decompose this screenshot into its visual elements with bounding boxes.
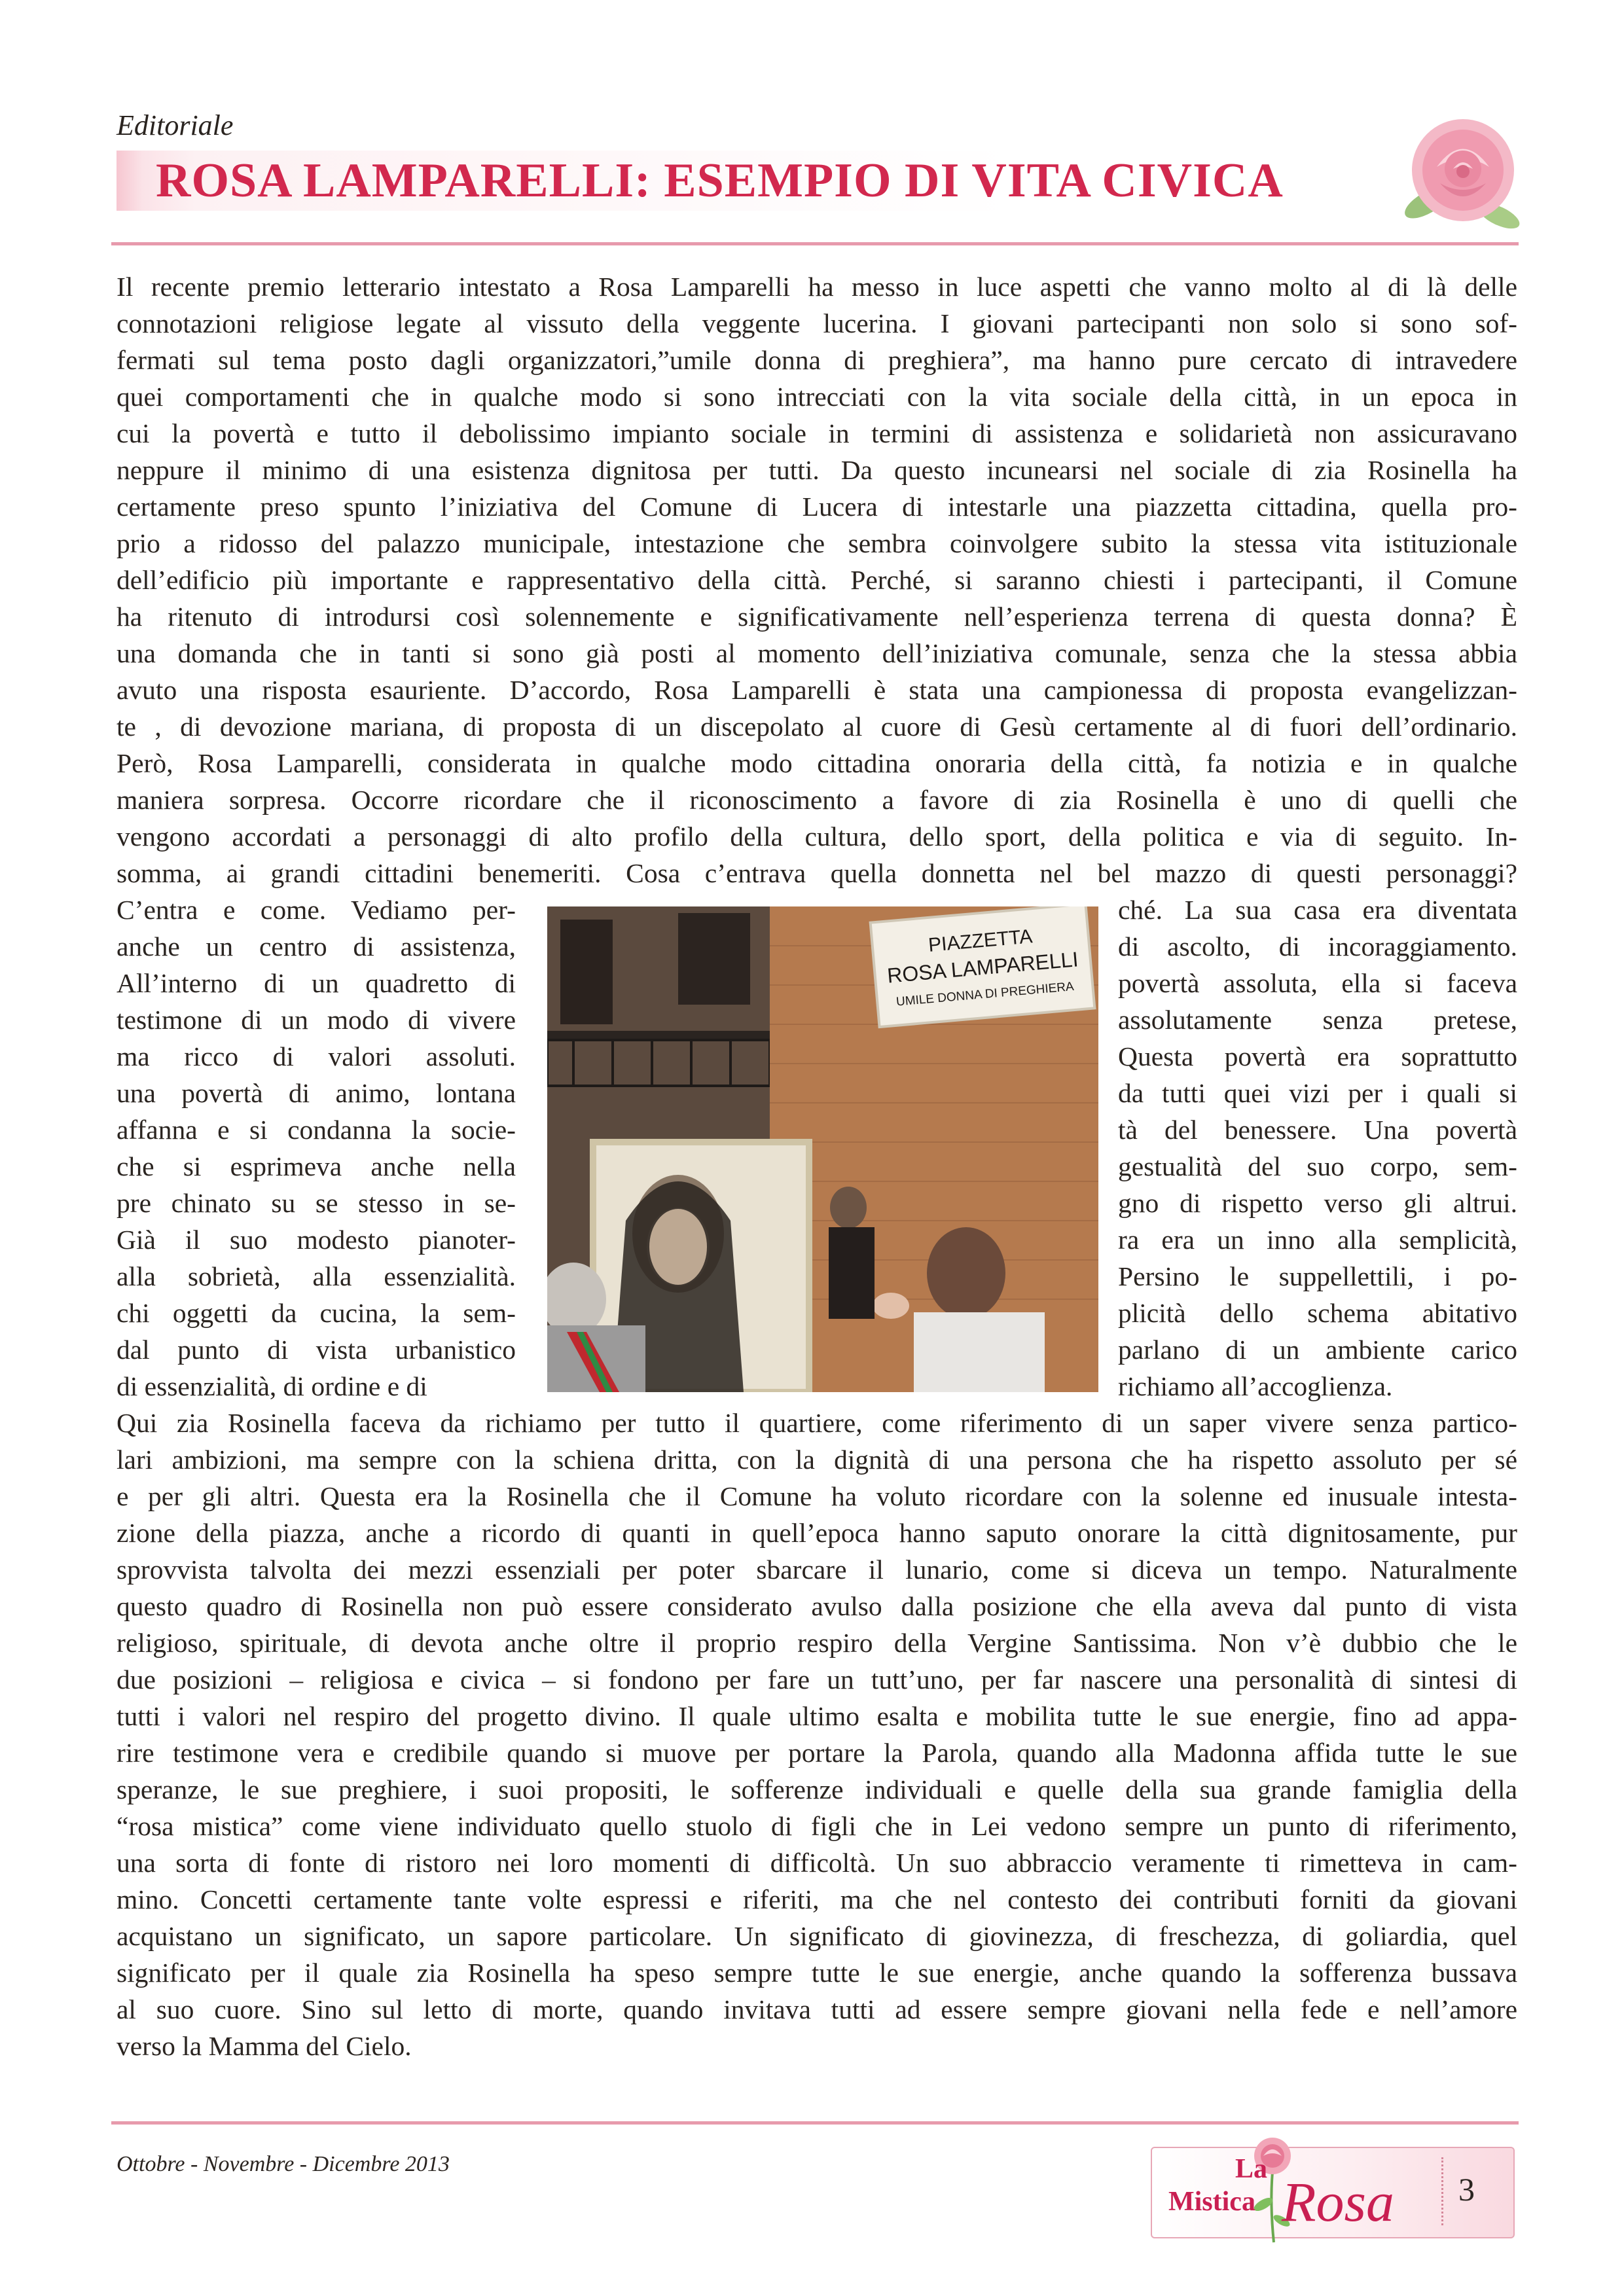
intro-line: somma, ai grandi cittadini benemeriti. Cosa c’entrava quella donnetta nel bel mazzo di questi personaggi? [117, 858, 1517, 888]
left-column-line: ma ricco di valori assoluti. [117, 1041, 516, 1071]
right-column-line: gno di rispetto verso gli altrui. [1118, 1188, 1517, 1218]
left-column-line: una povertà di animo, lontana [117, 1078, 516, 1108]
intro-line: te , di devozione mariana, di proposta di un discepolato al cuore di Gesù certamente al di fuori dell’ordinario. [117, 711, 1517, 742]
closing-line: speranze, le sue preghiere, i suoi propositi, le sofferenze individuali e quelle della sua grande famiglia della [117, 1774, 1517, 1804]
closing-line: significato per il quale zia Rosinella ha speso sempre tutte le sue energie, anche quando la sofferenza bussava [117, 1958, 1517, 1988]
logo-mistica: Mistica [1168, 2187, 1255, 2217]
intro-line: una domanda che in tanti si sono già posti al momento dell’iniziativa comunale, senza che la stessa abbia [117, 638, 1517, 668]
article-photo [547, 906, 1098, 1392]
intro-line: certamente preso spunto l’iniziativa del Comune di Lucera di intestarle una piazzetta cittadina, quella pro- [117, 492, 1517, 522]
closing-line: al suo cuore. Sino sul letto di morte, quando invitava tutti ad essere sempre giovani nella fede e nell’amore [117, 1994, 1517, 2024]
intro-line: quei comportamenti che in qualche modo si sono intrecciati con la vita sociale della città, in un epoca in [117, 382, 1517, 412]
sign-line: UMILE DONNA DI PREGHIERA [895, 980, 1075, 1009]
left-column-line: anche un centro di assistenza, [117, 931, 516, 961]
page-title: ROSA LAMPARELLI: ESEMPIO DI VITA CIVICA [156, 154, 1284, 207]
closing-line: acquistano un significato, un sapore particolare. Un significato di giovinezza, di freschezza, di goliardia, quel [117, 1921, 1517, 1951]
section-kicker: Editoriale [117, 109, 234, 141]
right-column-line: ra era un inno alla semplicità, [1118, 1225, 1517, 1255]
sign-line: PIAZZETTA [927, 925, 1034, 957]
logo-la: La [1235, 2154, 1268, 2184]
closing-line: questo quadro di Rosinella non può essere considerato avulso dalla posizione che ella aveva dal punto di vista [117, 1591, 1517, 1621]
intro-line: ha ritenuto di introdursi così solennemente e significativamente nell’esperienza terrena di questa donna? È [117, 601, 1517, 632]
left-column-line: C’entra e come. Vediamo per- [117, 895, 516, 925]
right-column-line: plicità dello schema abitativo [1118, 1298, 1517, 1328]
right-column-line: di ascolto, di incoraggiamento. [1118, 931, 1517, 961]
left-column-line: Già il suo modesto pianoter- [117, 1225, 516, 1255]
left-column-line: affanna e si condanna la socie- [117, 1115, 516, 1145]
closing-line: religioso, spirituale, di devota anche oltre il proprio respiro della Vergine Santissima. Non v’è dubbio che le [117, 1628, 1517, 1658]
right-column-line: tà del benessere. Una povertà [1118, 1115, 1517, 1145]
closing-line: “rosa mistica” come viene individuato quello stuolo di figli che in Lei vedono sempre un punto di riferimento, [117, 1811, 1517, 1841]
left-column-line: alla sobrietà, alla essenzialità. [117, 1261, 516, 1291]
right-column-line: povertà assoluta, ella si faceva [1118, 968, 1517, 998]
closing-line: due posizioni – religiosa e civica – si fondono per fare un tutt’uno, per far nascere una personalità di sintesi di [117, 1664, 1517, 1695]
right-column-line: gestualità del suo corpo, sem- [1118, 1151, 1517, 1181]
intro-line: dell’edificio più importante e rappresentativo della città. Perché, si saranno chiesti i partecipanti, il Comune [117, 565, 1517, 595]
right-column-line: ché. La sua casa era diventata [1118, 895, 1517, 925]
left-column-line: pre chinato su se stesso in se- [117, 1188, 516, 1218]
closing-line: e per gli altri. Questa era la Rosinella che il Comune ha voluto ricordare con la solenne ed inusuale intesta- [117, 1481, 1517, 1511]
left-column-line: All’interno di un quadretto di [117, 968, 516, 998]
right-column-line: assolutamente senza pretese, [1118, 1005, 1517, 1035]
bottom-rule [111, 2121, 1519, 2125]
intro-line: Però, Rosa Lamparelli, considerata in qualche modo cittadina onoraria della città, fa notizia e in qualche [117, 748, 1517, 778]
closing-line: tutti i valori nel respiro del progetto divino. Il quale ultimo esalta e mobilita tutte le sue energie, fino ad appa- [117, 1701, 1517, 1731]
intro-line: Il recente premio letterario intestato a Rosa Lamparelli ha messo in luce aspetti che vanno molto al di là delle [117, 272, 1517, 302]
closing-line: zione della piazza, anche a ricordo di quanti in quell’epoca hanno saputo onorare la città dignitosamente, pur [117, 1518, 1517, 1548]
rose-icon [1401, 105, 1525, 242]
intro-line: avuto una risposta esauriente. D’accordo, Rosa Lamparelli è stata una campionessa di proposta evangelizzan- [117, 675, 1517, 705]
closing-line: rire testimone vera e credibile quando si muove per portare la Parola, quando alla Madonna affida tutte le sue [117, 1738, 1517, 1768]
left-column-line: che si esprimeva anche nella [117, 1151, 516, 1181]
left-column-line: chi oggetti da cucina, la sem- [117, 1298, 516, 1328]
logo-rosa: Rosa [1282, 2170, 1394, 2233]
page-number: 3 [1458, 2171, 1475, 2208]
intro-line: neppure il minimo di una esistenza dignitosa per tutti. Da questo incunearsi nel sociale di zia Rosinella ha [117, 455, 1517, 485]
left-column-line: testimone di un modo di vivere [117, 1005, 516, 1035]
photo-scene [547, 906, 1098, 1392]
intro-line: connotazioni religiose legate al vissuto della veggente lucerina. I giovani partecipanti non solo si sono sof- [117, 308, 1517, 338]
closing-line: Qui zia Rosinella faceva da richiamo per tutto il quartiere, come riferimento di un saper vivere senza partico- [117, 1408, 1517, 1438]
intro-line: prio a ridosso del palazzo municipale, intestazione che sembra coinvolgere subito la stessa vita istituzionale [117, 528, 1517, 558]
intro-line: fermati sul tema posto dagli organizzatori,”umile donna di preghiera”, ma hanno pure cercato di intravedere [117, 345, 1517, 375]
right-column-line: Questa povertà era soprattutto [1118, 1041, 1517, 1071]
closing-line: sprovvista talvolta dei mezzi essenziali per poter sbarcare il lunario, come si diceva un tempo. Naturalmente [117, 1554, 1517, 1585]
intro-line: cui la povertà e tutto il debolissimo impianto sociale in termini di assistenza e solidarietà non assicuravano [117, 418, 1517, 448]
intro-line: maniera sorpresa. Occorre ricordare che il riconoscimento a favore di zia Rosinella è uno di quelli che [117, 785, 1517, 815]
logo-divider [1441, 2157, 1443, 2225]
right-column-line: richiamo all’accoglienza. [1118, 1371, 1393, 1401]
right-column-line: parlano di un ambiente carico [1118, 1335, 1517, 1365]
closing-line: verso la Mamma del Cielo. [117, 2031, 412, 2061]
closing-line: una sorta di fonte di ristoro nei loro momenti di difficoltà. Un suo abbraccio veramente ti rimetteva in cam- [117, 1848, 1517, 1878]
right-column-line: Persino le suppellettili, i po- [1118, 1261, 1517, 1291]
sign-line: ROSA LAMPARELLI [886, 947, 1079, 988]
closing-line: lari ambizioni, ma sempre con la schiena dritta, con la dignità di una persona che ha rispetto assoluto per sé [117, 1444, 1517, 1475]
left-column-line: di essenzialità, di ordine e di [117, 1371, 427, 1401]
top-rule [111, 242, 1519, 245]
closing-line: mino. Concetti certamente tante volte espressi e riferiti, ma che nel contesto dei contributi forniti da giovani [117, 1884, 1517, 1914]
intro-line: vengono accordati a personaggi di alto profilo della cultura, dello sport, della politica e via di seguito. In- [117, 821, 1517, 852]
right-column-line: da tutti quei vizi per i quali si [1118, 1078, 1517, 1108]
issue-date: Ottobre - Novembre - Dicembre 2013 [117, 2152, 450, 2176]
left-column-line: dal punto di vista urbanistico [117, 1335, 516, 1365]
